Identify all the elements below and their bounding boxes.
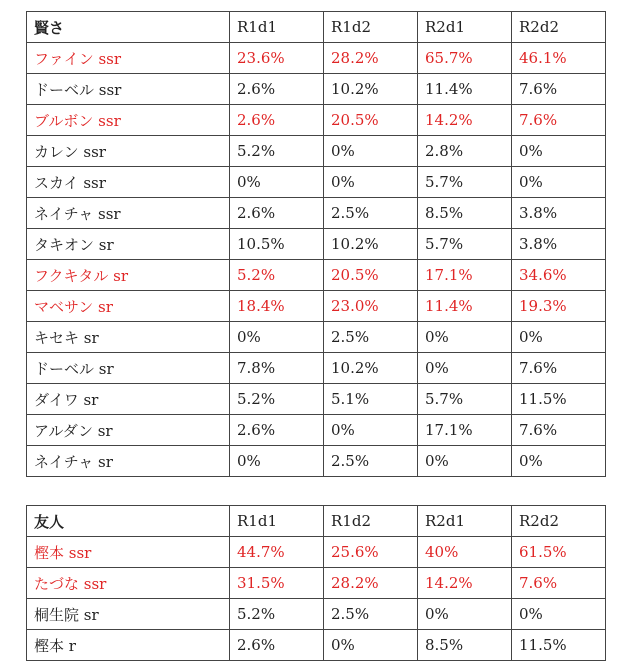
header-col-r2d1: R2d1: [418, 506, 512, 537]
value-cell-r2d1: 8.5%: [418, 198, 512, 229]
table-row: [27, 167, 606, 198]
table-row: [27, 105, 606, 136]
table-row: [27, 568, 606, 599]
table-header-row: [27, 506, 606, 537]
value-cell-r2d1: 17.1%: [418, 260, 512, 291]
value-cell-r1d1: 7.8%: [230, 353, 324, 384]
table-row: [27, 322, 606, 353]
value-cell-r2d2: 19.3%: [512, 291, 606, 322]
header-col-r1d2: R1d2: [324, 506, 418, 537]
value-cell-r2d1: 11.4%: [418, 74, 512, 105]
value-cell-r1d2: 28.2%: [324, 568, 418, 599]
value-cell-r2d1: 8.5%: [418, 630, 512, 661]
value-cell-r2d2: 11.5%: [512, 630, 606, 661]
value-cell-r1d1: 2.6%: [230, 105, 324, 136]
value-cell-r1d2: 2.5%: [324, 599, 418, 630]
table-body: [27, 43, 606, 477]
intelligence-stats-table: [26, 11, 606, 477]
table-row: [27, 537, 606, 568]
table-row: [27, 384, 606, 415]
table-row: [27, 415, 606, 446]
card-name-cell: ネイチャ ssr: [27, 198, 230, 229]
value-cell-r2d2: 11.5%: [512, 384, 606, 415]
table-header-row: [27, 12, 606, 43]
value-cell-r1d1: 0%: [230, 322, 324, 353]
value-cell-r1d2: 0%: [324, 630, 418, 661]
header-category: 賢さ: [27, 12, 230, 43]
value-cell-r1d2: 25.6%: [324, 537, 418, 568]
table-row: [27, 446, 606, 477]
value-cell-r1d1: 10.5%: [230, 229, 324, 260]
value-cell-r2d2: 3.8%: [512, 229, 606, 260]
value-cell-r1d2: 10.2%: [324, 229, 418, 260]
value-cell-r2d2: 7.6%: [512, 74, 606, 105]
value-cell-r1d1: 2.6%: [230, 630, 324, 661]
card-name-cell: アルダン sr: [27, 415, 230, 446]
value-cell-r1d1: 5.2%: [230, 384, 324, 415]
value-cell-r1d1: 31.5%: [230, 568, 324, 599]
value-cell-r1d2: 10.2%: [324, 353, 418, 384]
table-body: [27, 537, 606, 661]
value-cell-r2d1: 0%: [418, 322, 512, 353]
table-row: [27, 198, 606, 229]
table-row: [27, 291, 606, 322]
value-cell-r1d1: 2.6%: [230, 74, 324, 105]
friend-stats-table: [26, 505, 606, 661]
table-row: [27, 630, 606, 661]
table-row: [27, 136, 606, 167]
header-col-r1d1: R1d1: [230, 12, 324, 43]
header-col-r1d2: R1d2: [324, 12, 418, 43]
value-cell-r2d2: 3.8%: [512, 198, 606, 229]
card-name-cell: ドーベル sr: [27, 353, 230, 384]
card-name-cell: ドーベル ssr: [27, 74, 230, 105]
card-name-cell: カレン ssr: [27, 136, 230, 167]
card-name-cell: スカイ ssr: [27, 167, 230, 198]
header-col-r2d2: R2d2: [512, 506, 606, 537]
value-cell-r2d2: 0%: [512, 446, 606, 477]
value-cell-r2d1: 0%: [418, 599, 512, 630]
value-cell-r1d2: 0%: [324, 136, 418, 167]
value-cell-r1d2: 28.2%: [324, 43, 418, 74]
header-col-r2d2: R2d2: [512, 12, 606, 43]
value-cell-r1d2: 23.0%: [324, 291, 418, 322]
value-cell-r1d2: 2.5%: [324, 322, 418, 353]
value-cell-r2d1: 14.2%: [418, 105, 512, 136]
value-cell-r2d2: 7.6%: [512, 568, 606, 599]
value-cell-r2d1: 11.4%: [418, 291, 512, 322]
value-cell-r1d1: 44.7%: [230, 537, 324, 568]
value-cell-r1d2: 20.5%: [324, 260, 418, 291]
table-row: [27, 353, 606, 384]
table-row: [27, 74, 606, 105]
value-cell-r2d1: 5.7%: [418, 384, 512, 415]
value-cell-r2d1: 5.7%: [418, 167, 512, 198]
table-row: [27, 260, 606, 291]
value-cell-r2d2: 7.6%: [512, 353, 606, 384]
value-cell-r2d2: 61.5%: [512, 537, 606, 568]
value-cell-r2d2: 7.6%: [512, 415, 606, 446]
value-cell-r2d2: 0%: [512, 167, 606, 198]
value-cell-r1d2: 2.5%: [324, 446, 418, 477]
value-cell-r1d2: 5.1%: [324, 384, 418, 415]
value-cell-r1d1: 18.4%: [230, 291, 324, 322]
value-cell-r2d1: 0%: [418, 446, 512, 477]
value-cell-r1d1: 2.6%: [230, 415, 324, 446]
header-category: 友人: [27, 506, 230, 537]
value-cell-r2d1: 0%: [418, 353, 512, 384]
card-name-cell: ネイチャ sr: [27, 446, 230, 477]
value-cell-r1d1: 0%: [230, 446, 324, 477]
value-cell-r1d1: 0%: [230, 167, 324, 198]
header-col-r1d1: R1d1: [230, 506, 324, 537]
card-name-cell: タキオン sr: [27, 229, 230, 260]
value-cell-r1d1: 5.2%: [230, 260, 324, 291]
value-cell-r2d1: 2.8%: [418, 136, 512, 167]
value-cell-r2d2: 46.1%: [512, 43, 606, 74]
card-name-cell: ブルボン ssr: [27, 105, 230, 136]
header-col-r2d1: R2d1: [418, 12, 512, 43]
value-cell-r1d2: 2.5%: [324, 198, 418, 229]
value-cell-r1d1: 2.6%: [230, 198, 324, 229]
value-cell-r2d1: 65.7%: [418, 43, 512, 74]
table-row: [27, 599, 606, 630]
value-cell-r2d2: 0%: [512, 136, 606, 167]
card-name-cell: ファイン ssr: [27, 43, 230, 74]
card-name-cell: 樫本 ssr: [27, 537, 230, 568]
value-cell-r1d2: 0%: [324, 167, 418, 198]
card-name-cell: キセキ sr: [27, 322, 230, 353]
value-cell-r2d1: 40%: [418, 537, 512, 568]
card-name-cell: マベサン sr: [27, 291, 230, 322]
value-cell-r2d1: 5.7%: [418, 229, 512, 260]
value-cell-r2d2: 0%: [512, 599, 606, 630]
table-row: [27, 43, 606, 74]
value-cell-r2d2: 7.6%: [512, 105, 606, 136]
card-name-cell: 桐生院 sr: [27, 599, 230, 630]
table-row: [27, 229, 606, 260]
card-name-cell: フクキタル sr: [27, 260, 230, 291]
value-cell-r1d2: 0%: [324, 415, 418, 446]
card-name-cell: ダイワ sr: [27, 384, 230, 415]
value-cell-r1d2: 10.2%: [324, 74, 418, 105]
card-name-cell: 樫本 r: [27, 630, 230, 661]
value-cell-r2d2: 34.6%: [512, 260, 606, 291]
value-cell-r1d1: 5.2%: [230, 599, 324, 630]
value-cell-r1d2: 20.5%: [324, 105, 418, 136]
value-cell-r2d1: 14.2%: [418, 568, 512, 599]
value-cell-r2d2: 0%: [512, 322, 606, 353]
value-cell-r1d1: 23.6%: [230, 43, 324, 74]
card-name-cell: たづな ssr: [27, 568, 230, 599]
value-cell-r2d1: 17.1%: [418, 415, 512, 446]
value-cell-r1d1: 5.2%: [230, 136, 324, 167]
